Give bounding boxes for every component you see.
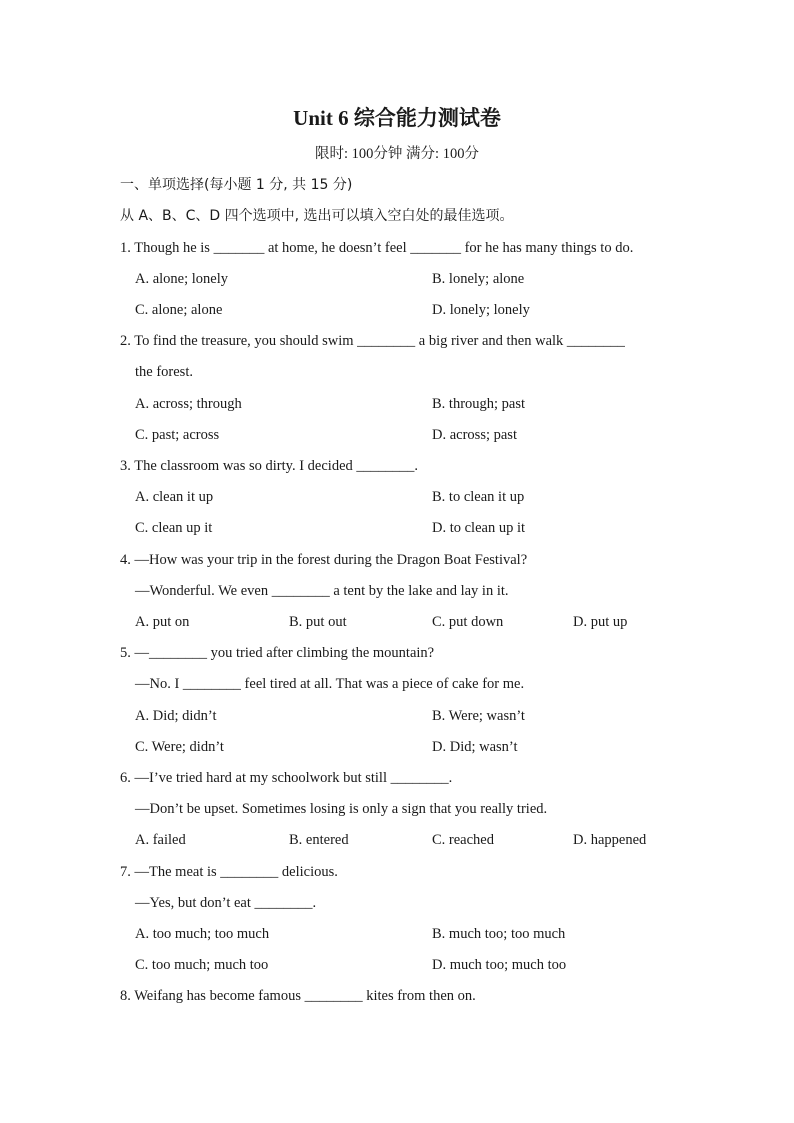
question-5-option-d[interactable]: D. Did; wasn’t <box>432 739 518 755</box>
question-6-option-c[interactable]: C. reached <box>432 832 494 848</box>
section-instruction: 从 A、B、C、D 四个选项中, 选出可以填入空白处的最佳选项。 <box>120 208 514 224</box>
section-heading: 一、单项选择(每小题 1 分, 共 15 分) <box>120 177 353 193</box>
question-3-option-c[interactable]: C. clean up it <box>135 520 213 536</box>
question-3-stem: 3. The classroom was so dirty. I decided ________. <box>120 458 419 474</box>
question-7-option-a[interactable]: A. too much; too much <box>135 926 270 942</box>
question-1-option-d[interactable]: D. lonely; lonely <box>432 302 530 318</box>
question-5-option-a[interactable]: A. Did; didn’t <box>135 708 217 724</box>
question-6-option-d[interactable]: D. happened <box>573 832 647 848</box>
question-4-option-d[interactable]: D. put up <box>573 614 628 630</box>
question-2-stem-continued: the forest. <box>135 364 193 380</box>
question-1-option-c[interactable]: C. alone; alone <box>135 302 223 318</box>
question-6-stem-continued: —Don’t be upset. Sometimes losing is only a sign that you really tried. <box>135 801 548 817</box>
question-7-stem: 7. —The meat is ________ delicious. <box>120 864 338 880</box>
exam-time-score: 限时: 100分钟 满分: 100分 <box>315 146 479 162</box>
question-5-stem: 5. —________ you tried after climbing the mountain? <box>120 645 435 661</box>
question-6-option-b[interactable]: B. entered <box>289 832 349 848</box>
question-4-stem: 4. —How was your trip in the forest during the Dragon Boat Festival? <box>120 552 528 568</box>
question-2-option-d[interactable]: D. across; past <box>432 427 517 443</box>
question-2-stem: 2. To find the treasure, you should swim ________ a big river and then walk ________ <box>120 333 625 349</box>
question-6-option-a[interactable]: A. failed <box>135 832 186 848</box>
question-3-option-b[interactable]: B. to clean it up <box>432 489 525 505</box>
question-7-option-c[interactable]: C. too much; much too <box>135 957 269 973</box>
question-2-option-c[interactable]: C. past; across <box>135 427 220 443</box>
question-4-option-c[interactable]: C. put down <box>432 614 504 630</box>
question-2-option-a[interactable]: A. across; through <box>135 396 242 412</box>
question-4-stem-continued: —Wonderful. We even ________ a tent by the lake and lay in it. <box>135 583 509 599</box>
question-3-option-a[interactable]: A. clean it up <box>135 489 214 505</box>
question-2-option-b[interactable]: B. through; past <box>432 396 526 412</box>
question-1-stem: 1. Though he is _______ at home, he doesn’t feel _______ for he has many things to do. <box>120 240 634 256</box>
question-6-stem: 6. —I’ve tried hard at my schoolwork but still ________. <box>120 770 453 786</box>
question-5-stem-continued: —No. I ________ feel tired at all. That was a piece of cake for me. <box>135 676 525 692</box>
question-1-option-b[interactable]: B. lonely; alone <box>432 271 525 287</box>
question-4-option-a[interactable]: A. put on <box>135 614 190 630</box>
question-7-option-b[interactable]: B. much too; too much <box>432 926 566 942</box>
question-7-option-d[interactable]: D. much too; much too <box>432 957 567 973</box>
question-7-stem-continued: —Yes, but don’t eat ________. <box>135 895 317 911</box>
question-3-option-d[interactable]: D. to clean up it <box>432 520 526 536</box>
question-8-stem: 8. Weifang has become famous ________ kites from then on. <box>120 988 476 1004</box>
question-5-option-b[interactable]: B. Were; wasn’t <box>432 708 525 724</box>
page-title: Unit 6 综合能力测试卷 <box>293 106 501 130</box>
question-4-option-b[interactable]: B. put out <box>289 614 347 630</box>
question-5-option-c[interactable]: C. Were; didn’t <box>135 739 224 755</box>
question-1-option-a[interactable]: A. alone; lonely <box>135 271 229 287</box>
